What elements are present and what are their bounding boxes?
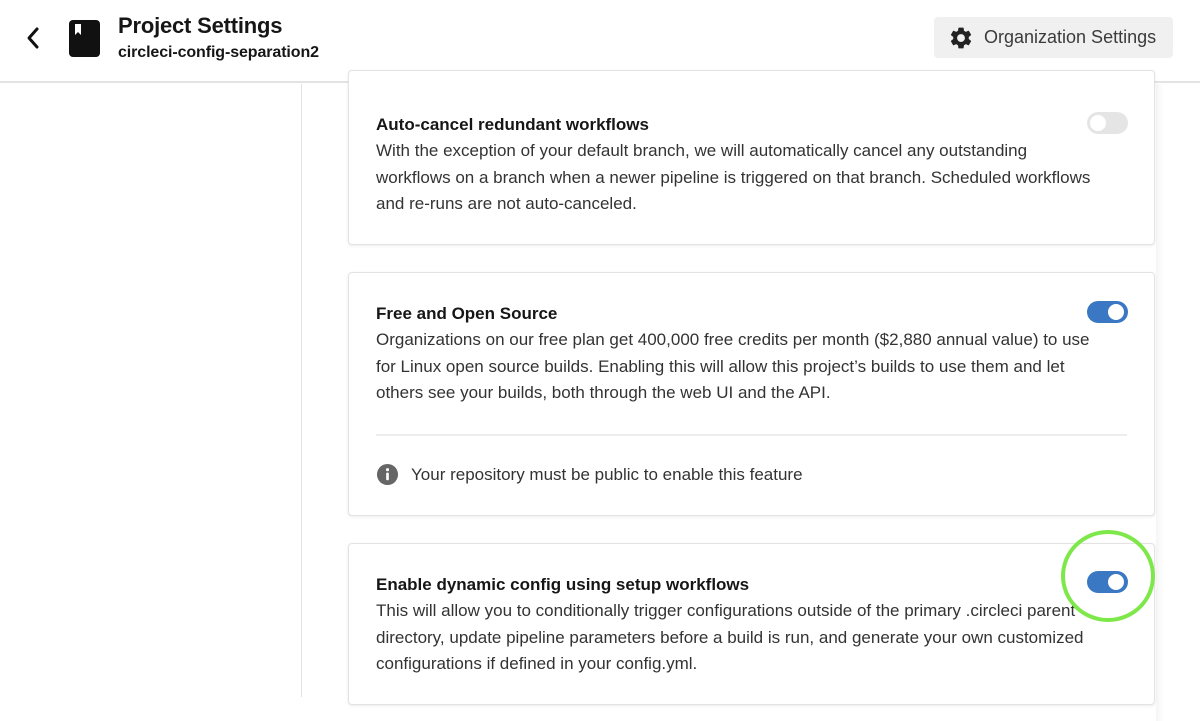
card-divider [376, 434, 1127, 436]
free-open-source-toggle[interactable] [1087, 301, 1128, 323]
organization-settings-button[interactable] [934, 17, 1173, 58]
info-note [376, 463, 803, 486]
chevron-left-icon [25, 26, 41, 50]
toggle-knob [1090, 115, 1106, 131]
setting-description: Organizations on our free plan get 400,000 free credits per month ($2,880 annual value) to use for Linux open source builds. Enabling this will allow this project’s builds to use them and let others see your builds, both through the web UI and the API. [376, 330, 1090, 402]
page-title: Project Settings [118, 13, 283, 38]
gear-icon [948, 25, 974, 51]
dynamic-config-toggle[interactable] [1087, 571, 1128, 593]
setting-card-auto-cancel [348, 70, 1155, 245]
auto-cancel-toggle[interactable] [1087, 112, 1128, 134]
organization-settings-label: Organization Settings [984, 27, 1157, 47]
info-icon [376, 463, 399, 486]
setting-card-dynamic-config [348, 543, 1155, 705]
scroll-gutter [1156, 84, 1164, 721]
setting-card-free-open-source [348, 272, 1155, 516]
back-button[interactable] [18, 22, 48, 54]
setting-title: Enable dynamic config using setup workflows [376, 575, 750, 594]
sidebar-divider [301, 84, 302, 697]
book-icon [69, 20, 100, 57]
toggle-knob [1108, 574, 1124, 590]
setting-title: Free and Open Source [376, 304, 558, 323]
setting-title: Auto-cancel redundant workflows [376, 115, 649, 134]
setting-description: With the exception of your default branch, we will automatically cancel any outstanding workflows on a branch when a newer pipeline is triggered on that branch. Scheduled workflows and re-runs are not auto-canceled. [376, 141, 1091, 213]
project-name: circleci-config-separation2 [118, 44, 319, 61]
toggle-knob [1108, 304, 1124, 320]
setting-description: This will allow you to conditionally trigger configurations outside of the primary .circleci parent directory, update pipeline parameters before a build is run, and generate your own customized configurations if defined in your config.yml. [376, 601, 1084, 673]
info-note-text: Your repository must be public to enable this feature [411, 464, 803, 484]
